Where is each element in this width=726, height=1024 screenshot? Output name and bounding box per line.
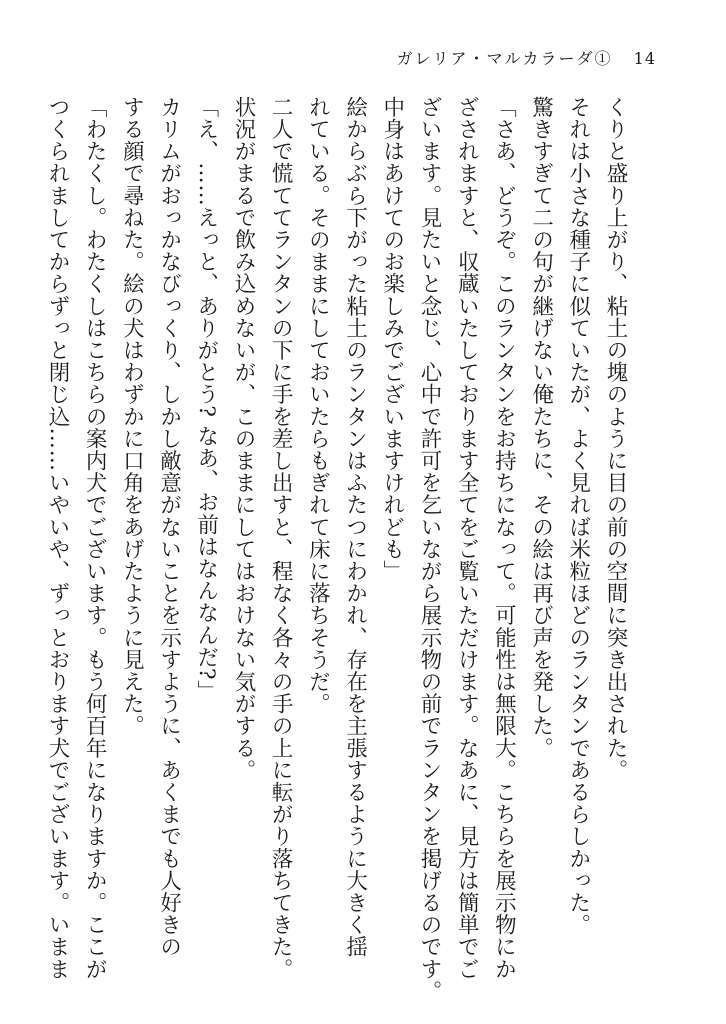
running-header (397, 46, 656, 69)
page-number: 14 (633, 49, 656, 68)
text-line: 二人で慌ててランタンの下に手を差し出すと、程なく各々の手の上に転がり落ちてきた。 (268, 96, 294, 980)
text-line: 状況がまるで飲み込めないが、このままにしてはおけない気がする。 (230, 96, 256, 782)
vertical-body-text (44, 96, 634, 1003)
book-title: ガレリア・マルカラーダ① (396, 49, 613, 68)
text-line: ざいます。見たいと念じ、心中で許可を乞いながら展示物の前でランタンを掲げるのです。 (416, 96, 442, 1003)
text-line: 驚きすぎて二の句が継げない俺たちに、その絵は再び声を発した。 (528, 96, 554, 759)
text-line: くりと盛り上がり、粘土の塊のように目の前の空間に突き出された。 (603, 96, 628, 782)
text-line: れている。そのままにしておいたらもぎれて床に落ちそうだ。 (305, 96, 331, 715)
text-line: それは小さな種子に似ていたが、よく見れば米粒ほどのランタンであるらしかった。 (565, 96, 591, 936)
text-line: 絵からぶら下がった粘土のランタンはふたつにわかれ、存在を主張するように大きく揺 (342, 96, 368, 958)
text-line: 「え、……えっと、ありがとう? なあ、お前はなんなんだ?」 (193, 96, 219, 703)
text-line: つくられましてからずっと閉じ込……いやいや、ずっとおります犬でございます。いまま (44, 96, 70, 980)
text-line: 「さあ、どうぞ。このランタンをお持ちになって。可能性は無限大。こちらを展示物にか (491, 96, 517, 980)
text-line: 「わたくし。わたくしはこちらの案内犬でございます。もう何百年になりますか。ここが (82, 96, 108, 980)
text-line: カリムがおっかなびっくり、しかし敵意がないことを示すように、あくまでも人好きの (156, 96, 182, 958)
text-line: する顔で尋ねた。絵の犬はわずかに口角をあげたように見えた。 (119, 96, 145, 737)
text-line: ざされますと、収蔵いたしております全てをご覧いただけます。なあに、見方は簡単でご (454, 96, 480, 980)
text-line: 中身はあけてのお楽しみでございますけれども」 (379, 96, 405, 583)
